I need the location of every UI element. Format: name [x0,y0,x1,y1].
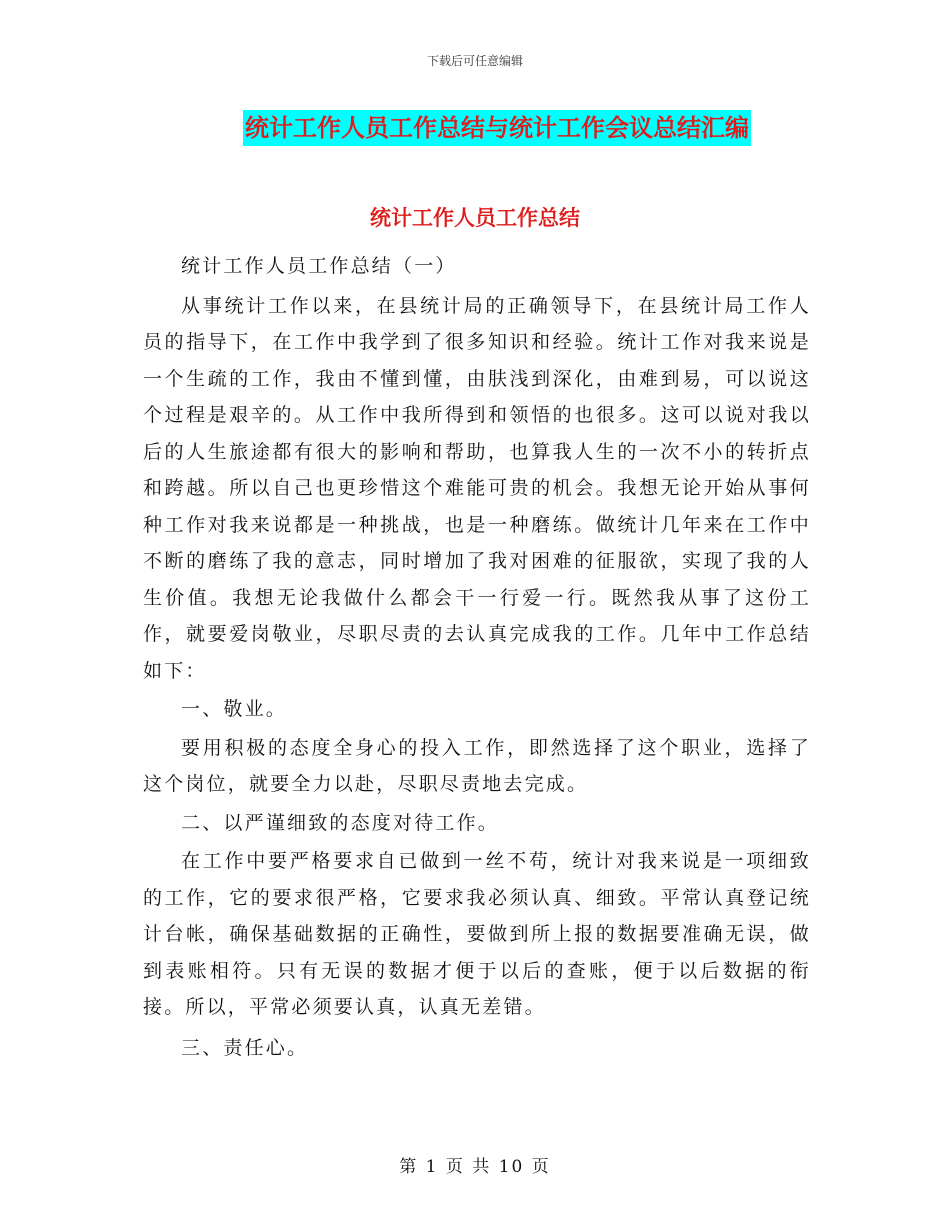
paragraph: 从事统计工作以来，在县统计局的正确领导下，在县统计局工作人员的指导下，在工作中我学到了很多知识和经验。统计工作对我来说是一个生疏的工作，我由不懂到懂，由肤浅到深化，由难到易，可以说这个过程是艰辛的。从工作中我所得到和领悟的也很多。这可以说对我以后的人生旅途都有很大的影响和帮助，也算我人生的一次不小的转折点和跨越。所以自己也更珍惜这个难能可贵的机会。我想无论开始从事何种工作对我来说都是一种挑战，也是一种磨练。做统计几年来在工作中不断的磨练了我的意志，同时增加了我对困难的征服欲，实现了我的人生价值。我想无论我做什么都会干一行爱一行。既然我从事了这份工作，就要爱岗敬业，尽职尽责的去认真完成我的工作。几年中工作总结如下： [143,294,811,682]
main-title: 统计工作人员工作总结与统计工作会议总结汇编 [243,110,751,146]
page-footer: 第 1 页 共 10 页 [399,1157,551,1177]
paragraph: 要用积极的态度全身心的投入工作，即然选择了这个职业，选择了这个岗位，就要全力以赴，尽职尽责地去完成。 [143,736,811,795]
paragraph: 三、责任心。 [181,1036,309,1059]
main-title-wrap [0,110,950,146]
paragraph: 在工作中要严格要求自已做到一丝不苟，统计对我来说是一项细致的工作，它的要求很严格，它要求我必须认真、细致。平常认真登记统计台帐，确保基础数据的正确性，要做到所上报的数据要准确无误，做到表账相符。只有无误的数据才便于以后的查账，便于以后数据的衔接。所以，平常必须要认真，认真无差错。 [143,850,811,1018]
document-body [143,248,811,1066]
section-title: 统计工作人员工作总结 [370,206,580,230]
paragraph: 二、以严谨细致的态度对待工作。 [181,811,500,834]
subtitle: 统计工作人员工作总结（一） [181,255,457,277]
paragraph: 一、敬业。 [181,698,288,720]
page-header: 下载后可任意编辑 [426,54,523,68]
